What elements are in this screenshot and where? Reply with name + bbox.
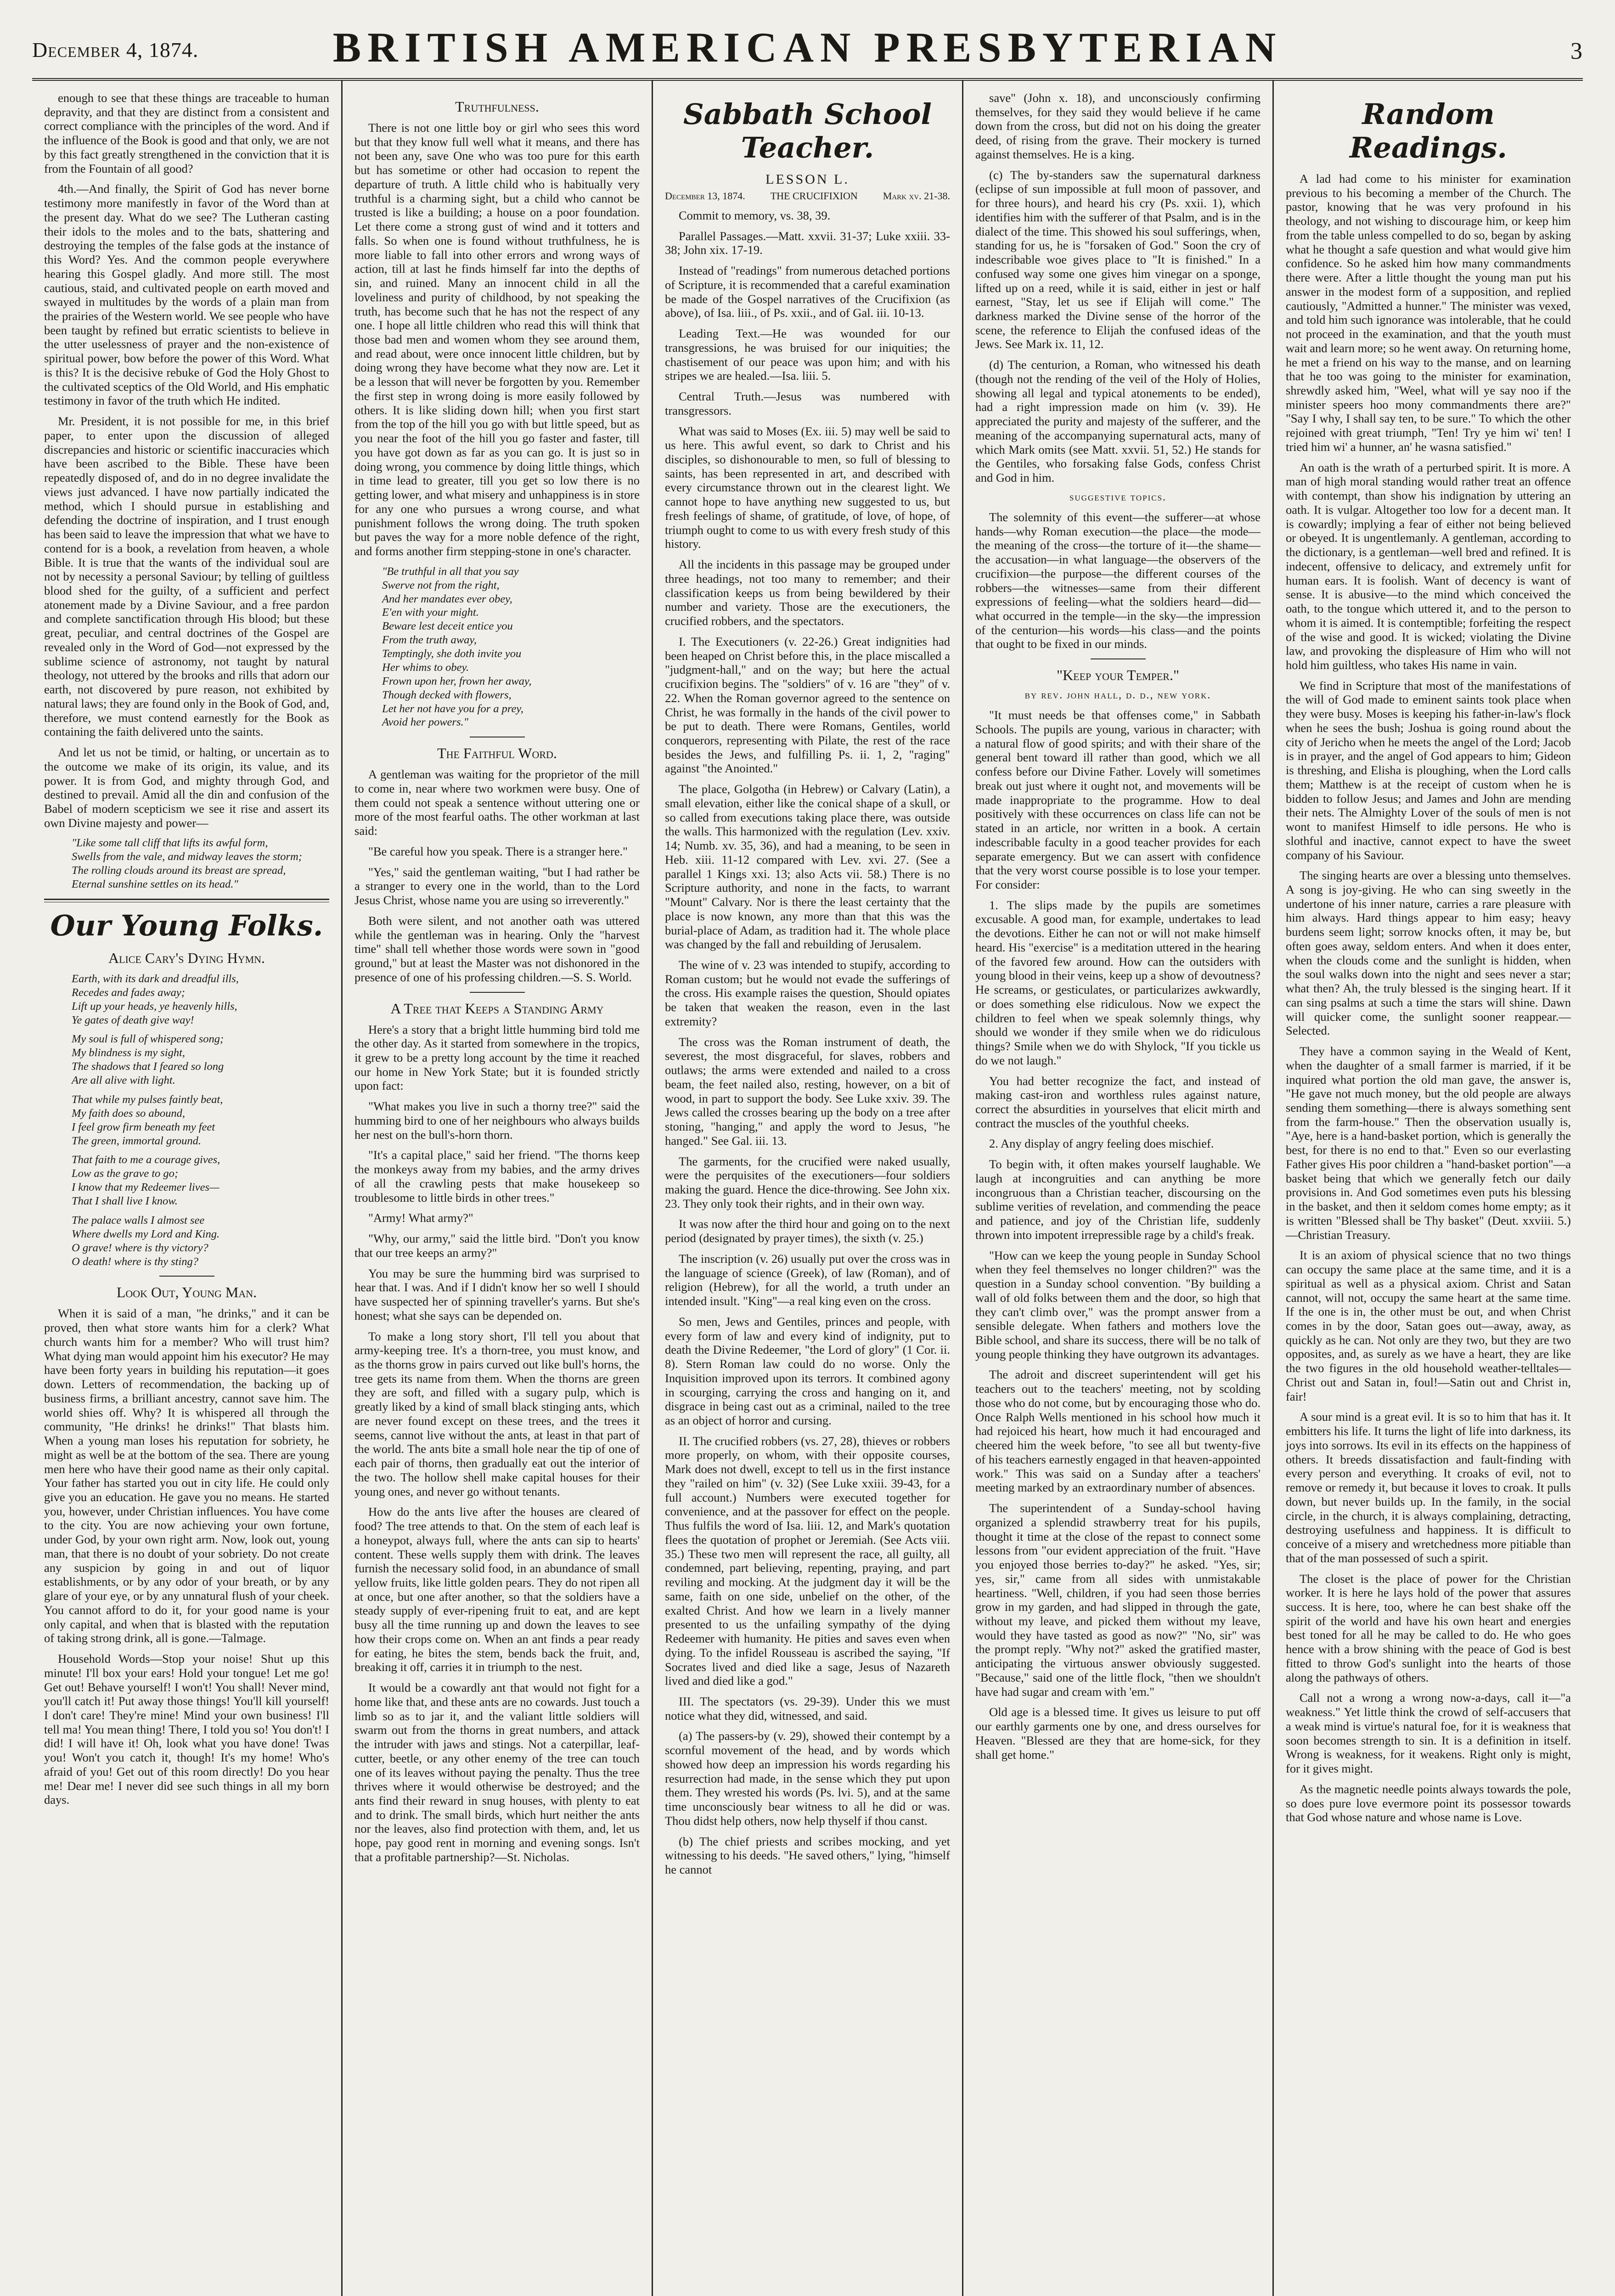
paragraph: save" (John x. 18), and unconsciously confirming themselves, for they said they would believe if he came down from the cross, but did not on his doing the greater deed, of rising from the grave. Their mockery is turned against themselves. He is a king. (975, 91, 1260, 161)
paragraph: "Yes," said the gentleman waiting, "but I had rather be a stranger to every one in the world, than to the Lord Jesus Christ, whose name you are using so irreverently." (355, 865, 640, 907)
paragraph: Here's a story that a bright little humming bird told me the other day. As it started from somewhere in the tropics, it grew to be a pretty long account by the time it reached our home in New York State; but it is founded strictly upon fact: (355, 1022, 640, 1093)
divider (159, 1276, 214, 1277)
paragraph: "Be careful how you speak. There is a stranger here." (368, 844, 628, 858)
verse-line: Beware lest deceit entice you (382, 620, 513, 633)
verse-line: Lift up your heads, ye heavenly hills, (72, 1000, 237, 1013)
column-5 (1274, 81, 1583, 2296)
paragraph: To make a long story short, I'll tell you about that army-keeping tree. It's a thorn-tree, you must know, and as the thorns grow in pairs curved out like bull's horns, the tree gets its name from them. When the thorns are green they are soft, and filled with a sugary pulp, which is greatly liked by a kind of small black stinging ants, which are never found except on these trees, and the trees it seems, cannot live without the ants, at least in that part of the world. The ants bite a small hole near the tip of one of each pair of thorns, then gradually eat out the interior of the two. The hollow shell make capital houses for their young ones, and never go without tenants. (355, 1329, 640, 1498)
verse-line: Avoid her powers." (382, 716, 468, 729)
verse-line: My faith does so abound, (72, 1107, 186, 1120)
verse-line: I know that my Redeemer lives— (72, 1181, 219, 1194)
verse-line: The green, immortal ground. (72, 1134, 201, 1147)
verse-line: Ye gates of death give way! (72, 1013, 194, 1026)
verse-line: Frown upon her, frown her away, (382, 675, 532, 687)
paragraph: To begin with, it often makes yourself laughable. We laugh at incongruities and can anything be more incongruous than a Christian teacher, discoursing on the sublime verities of revelation, and commending the peace and patience, and joy of the Christian life, suddenly thrown into impotent irrepressible rage by a child's freak. (975, 1157, 1260, 1242)
paragraph: A gentleman was waiting for the proprietor of the mill to come in, near where two workmen were busy. One of them could not speak a sentence without uttering one or more of the most fearful oaths. The other workman at last said: (355, 767, 640, 838)
column-4 (963, 81, 1274, 2296)
article-body-tree-army (355, 1023, 640, 1864)
paragraph: III. The spectators (vs. 29-39). Under this we must notice what they did, witnessed, and said. (665, 1694, 950, 1722)
lesson-body-continued (975, 91, 1260, 485)
paragraph: Household Words—Stop your noise! Shut up this minute! I'll box your ears! Hold your tongue! Let me go! Get out! Behave yourself! I won't! You shall! Never mind, you'll catch it! Put away those things! You'll kill yourself! I don't care! They're mine! Mind your own business! I'll tell ma! You mean thing! There, I told you so! You don't! I did! I will have it! Oh, look what you have done! Twas you! Won't you catch it, though! It's my home! Who's afraid of you! Get out of this room directly! Do you hear me! Dear me! I never did see such things in all my born days. (44, 1652, 329, 1807)
paragraph: 1. The slips made by the pupils are sometimes excusable. A good man, for example, undertakes to lead the devotions. Either he can not or will not make himself heard. His "exercise" is a meditation uttered in the hearing of the favored few around. How can the outsiders with young blood in their veins, keep up a show of devoutness? He screams, or gesticulates, or particularizes awkwardly, or does something else ridiculous. Now we expect the children to feel when we speak solemnly things, why should we wonder if they smile when we do ridiculous things? Smile when we do with Shylock, "If you tickle us do we not laugh." (975, 898, 1260, 1067)
verse-line: Earth, with its dark and dreadful ills, (72, 972, 239, 985)
verse-line: "Be truthful in all that you say (382, 565, 519, 578)
paragraph: Instead of "readings" from numerous detached portions of Scripture, it is recommended that a careful examination be made of the Gospel narratives of the Crucifixion (as above), of Isa. liii., of Ps. xxii., and of Gal. iii. 10-13. (665, 264, 950, 320)
paragraph: It would be a cowardly ant that would not fight for a home like that, and these ants are no cowards. Just touch a limb so as to jar it, and the valiant little soldiers will swarm out from the thorns in great numbers, and attack the intruder with jaws and stings. Not a caterpillar, leaf-cutter, beetle, or any other enemy of the tree can touch one of its leaves without paying the penalty. Thus the tree thrives where it would otherwise be destroyed; and the ants find their reward in snug houses, with plenty to eat and to drink. The small birds, which hurt neither the ants nor the leaves, also find protection with them, and, let us hope, pay good rent in morning and evening songs. Isn't that a profitable partnership?—St. Nicholas. (355, 1681, 640, 1864)
paragraph: You may be sure the humming bird was surprised to hear that. I was. And if I didn't know her so well I should have suspected her of spinning traveller's yarns. But she's honest; what she says can be depended on. (355, 1266, 640, 1322)
paragraph: Old age is a blessed time. It gives us leisure to put off our earthly garments one by one, and dress ourselves for Heaven. "Blessed are they that are home-sick, for they shall get home." (975, 1705, 1260, 1761)
verse-line: O grave! where is thy victory? (72, 1241, 208, 1254)
paragraph: "Why, our army," said the little bird. "Don't you know that our tree keeps an army?" (355, 1232, 640, 1260)
verse-line: My blindness is my sight, (72, 1047, 186, 1059)
article-title-truthfulness: Truthfulness. (455, 98, 539, 115)
article-body-look-out (44, 1306, 329, 1807)
paragraph: The inscription (v. 26) usually put over the cross was in the language of science (Greek), of law (Roman), and of religion (Hebrew), for all the world, a truth under an intended insult. "King"—a real king even on the cross. (665, 1251, 950, 1308)
columns (32, 81, 1583, 2296)
lesson-number: LESSON L. (765, 172, 850, 187)
paragraph: How do the ants live after the houses are cleared of food? The tree attends to that. On the stem of each leaf is a honeypot, always full, where the ants can sip to hearts' content. These wells supply them with drink. The leaves furnish the necessary solid food, in an abundance of small yellow fruits, like little golden pears. They do not ripen all at once, but one after another, so that the soldiers have a steady supply of ever-ripening fruit to eat, and are kept busy all the time running up and down the leaves to see how their crops come on. When an ant finds a pear ready for eating, he bites the stem, bends back the fruit, and, breaking it off, carries it in triumph to the nest. (355, 1505, 640, 1674)
paragraph: There is not one little boy or girl who sees this word but that they know full well what it means, and there has not been any, save One who was too pure for this earth but has sometime or other had occasion to repent the departure of truth. A little child who is habitually very truthful is a charming sight, but a child who cannot be trusted is like a building; a house on a poor foundation. Let there come a strong gust of wind and it totters and falls. So when one is found without truthfulness, he is more liable to fall into other errors and wrong ways of action, till at last he finds himself far into the depths of sin, and ruined. Many an innocent child in all the loveliness and purity of childhood, by not speaking the truth, has become such that he has not the respect of any one. I hope all little children who read this will think that those bad men and women whom they see around them, and read about, were once innocent little children, but by doing wrong they have become what they now are. Let it be a lesson that will never be forgotten by you. Remember the first step in wrong doing is more easily followed by others. It is like sliding down hill; when you first start from the top of the hill you go with but little speed, but as you near the foot of the hill you go faster and faster, till you have got down as far as you can go. It is just so in doing wrong, you commence by doing little things, which in time lead to greater, till you get so low there is no getting lower, and what misery and unhappiness is in store for any one who pursues a wrong course, and what punishment follows the wrong doing. The truth spoken but paves the way for a more noble defence of the right, and forms another firm stepping-stone in one's character. (355, 121, 640, 558)
verse-line: I feel grow firm beneath my feet (72, 1120, 215, 1133)
lesson-date: December 13, 1874. (665, 190, 745, 202)
random-readings-body (1286, 172, 1571, 1824)
verse-line: Swerve not from the right, (382, 579, 500, 591)
col1-body (44, 91, 329, 830)
lesson-reference: Mark xv. 21-38. (883, 190, 950, 202)
paragraph: The wine of v. 23 was intended to stupify, according to Roman custom; but he would not evade the sufferings of the cross. His example raises the question, Should opiates be taken that weaken the reason, even in the last extremity? (665, 957, 950, 1028)
paragraph: The singing hearts are over a blessing unto themselves. A song is joy-giving. He who can sing sweetly in the undertone of his inner nature, carries a rare pleasure with him always. Hard things appear to him easy; heavy burdens seem light; sorrow knocks often, it may be, but often goes away, seldom enters. And when it does enter, when the clouds come and the sunlight is hidden, when the soul walks down into the night and sees never a star; what then? Ah, the truly blessed is the singing heart. If it can sing psalms at such a time the stars will shine. Dawn will quicker come, the sunlight sooner reappear.—Selected. (1286, 868, 1571, 1038)
lesson-title: THE CRUCIFIXION (770, 190, 858, 202)
column-1 (32, 81, 343, 2296)
paragraph: The adroit and discreet superintendent will get his teachers out to the teachers' meeting, not by scolding those who do not come, but by encouraging those who do. Once Ralph Wells mentioned in his school how much it had rejoiced his heart, how much it had encouraged and cheered him the week before, "to see all but twenty-five of his teachers earnestly engaged in that heaven-appointed work." This was said on a Sunday after a teachers' meeting marked by an extraordinary number of absences. (975, 1367, 1260, 1495)
article-title-faithful-word: The Faithful Word. (437, 745, 557, 762)
paragraph: The cross was the Roman instrument of death, the severest, the most disgraceful, for slaves, robbers and outlaws; the arms were extended and nailed to a cross beam, the feet nailed also, resting, however, on a bit of wood, in part to support the body. See Luke xxiv. 39. The Jews called the crosses bearing up the body on a tree after stoning, "hanging," and apply the word to Jesus, "he hanged." See Gal. iii. 13. (665, 1035, 950, 1148)
verse-line: Low as the grave to go; (72, 1167, 179, 1180)
section-title-random-readings: Random Readings. (1350, 97, 1507, 164)
article-byline: by rev. john hall, d. d., new york. (1024, 689, 1211, 702)
verse-line: That I shall live I know. (72, 1195, 178, 1208)
verse-line: The palace walls I almost see (72, 1214, 205, 1227)
verse-line: My soul is full of whispered song; (72, 1033, 224, 1046)
paragraph: (d) The centurion, a Roman, who witnessed his death (though not the rending of the veil of the Holy of Holies, showing all legal and typical atonements to be ended), had a right impression made on him (v. 39). He appreciated the purity and majesty of the sufferer, and the meaning of the accompanying supernatural acts, many of which Mark omits (see Matt. xxvii. 51, 52.) He stands for the Gentiles, who forsaking false Gods, confess Christ and God in him. (975, 358, 1260, 485)
paragraph: "How can we keep the young people in Sunday School when they feel themselves no longer children?" was the question in a Sunday school convention. "By building a wall of old folks between them and the door, so high that they can't climb over," was the prompt answer from a sensible delegate. When fathers and mothers love the Bible school, and share its success, there will be no talk of young people thinking they have outgrown its advantages. (975, 1248, 1260, 1361)
verse-line: The rolling clouds around its breast are spread, (72, 864, 286, 877)
verse-line (72, 1148, 329, 1153)
paragraph: It is an axiom of physical science that no two things can occupy the same place at the same time, and it is a spiritual as well as a physical axiom. Christ and Satan cannot, will not, occupy the same heart at the same time. If the one is in, the other must be out, and when Christ comes in by the door, Satan goes out—away, away, as quickly as he can. Not only are they two, but they are two opposites, and, as surely as we have a heart, they are like the two figures in the old household weather-telltales—Christ out and Satan in, foul!—Satin out and Christ in, fair! (1286, 1248, 1571, 1403)
paragraph: "What makes you live in such a thorny tree?" said the humming bird to one of her neighbours who always builds her nest on the bull's-horn thorn. (355, 1099, 640, 1142)
truthfulness-poem (382, 565, 640, 730)
paragraph: Leading Text.—He was wounded for our transgressions, he was bruised for our iniquities; the chastisement of our peace was upon him; and with his stripes we are healed.—Isa. liii. 5. (665, 326, 950, 383)
paragraph: enough to see that these things are traceable to human depravity, and that they are distinct from a consistent and correct compliance with the principles of the word. And if the influence of the Book is good and that only, we are not by this fact greatly strengthened in the conviction that it is from the Fountain of all good? (44, 91, 329, 175)
verse-line: Temptingly, she doth invite you (382, 647, 522, 660)
paragraph: When it is said of a man, "he drinks," and it can be proved, then what store wants him for a clerk? What church wants him for a member? Who will trust him? What dying man would appoint him his executor? He may have been forty years in building his reputation—it goes down. Letters of recommendation, the backing up of business firms, a brilliant ancestry, cannot save him. The world shies off. Why? It is whispered all through the community, "He drinks! he drinks!" That blasts him. When a young man loses his reputation for sobriety, he might as well be at the bottom of the sea. There are young men here who have their good name as their only capital. Your father has started you out in city life. He could only give you an education. He gave you no means. He started you, however, under Christian influences. You have come to the city. You are now achieving your own fortune, under God, by your own right arm. Now, look out, young man, that there is no doubt of your sobriety. Do not create any suspicion by going in and out of liquor establishments, or by any odor of your breath, or by any glare of your eye, or by any unnatural flush of your cheek. You cannot afford to do it, for your good name is your only capital, and when that is blasted with the reputation of taking strong drink, all is gone.—Talmage. (44, 1306, 329, 1645)
suggestive-topics-title: suggestive topics. (1069, 491, 1167, 503)
paragraph: Mr. President, it is not possible for me, in this brief paper, to enter upon the discussion of alleged discrepancies and historic or scientific inaccuracies which have been ascribed to the Bible. These have been repeatedly disposed of, and do in no degree invalidate the views just advanced. I have now partially indicated the method, which I should pursue in establishing and defending the doctrine of inspiration, and I trust enough has been said to leave the impression that what we have to contend for is a book, a revelation from heaven, a whole Bible. It is true that the wants of the individual soul are not by necessity a personal Saviour; by telling of guiltless blood shed for the guilty, of a sufficient and perfect atonement made by a Divine Saviour, and a free pardon and complete sanctification through His blood; but these great, peculiar, and central doctrines of the Gospel are revealed only in the Word of God—not expressed by the sublime science of astronomy, not taught by natural theology, not uttered by the brooks and rills that adorn our earth, not discovered by pure reason, not exhibited by natural laws; they are found only in the Book of God, and, therefore, we must contend earnestly for the Book as containing the faith delivered unto the saints. (44, 414, 329, 739)
verse-line: E'en with your might. (382, 606, 479, 619)
issue-date: December 4, 1874. (32, 38, 199, 62)
paragraph: Call not a wrong a wrong now-a-days, call it—"a weakness." Yet little think the crowd of self-accusers that a weak mind is virtue's natural foe, for it is weakness that soon becomes strength to sin. It is a definition in itself. Wrong is weakness, for it weakens. Right only is might, for it gives might. (1286, 1691, 1571, 1776)
paragraph: The garments, for the crucified were naked usually, were the perquisites of the executioners—four soldiers making the guard. Hence the dice-throwing. See John xix. 23. They only took their rights, and in their own way. (665, 1154, 950, 1210)
article-body-truthfulness (355, 121, 640, 558)
paragraph: 4th.—And finally, the Spirit of God has never borne testimony more manifestly in favor of the Word than at the present day. What do we see? The Lutheran casting their idols to the moles and to the bats, shattering and destroying the temples of the false gods at the instance of this Word? Yes. And the common people everywhere hearing this Gospel gladly. And more still. The most cautious, staid, and cultivated people on earth moved and swayed in multitudes by the words of a plain man from the prairies of the Western world. We see people who have been taught by refined but erratic scientists to believe in the utter uselessness of prayer and the non-existence of spiritual power, bow before the power of this Word. What is this? It is the decisive rebuke of God the Holy Ghost to the cultivated sceptics of the Old World, and His emphatic testimony in favor of the truth which He indited. (44, 182, 329, 408)
suggestive-topics-body: The solemnity of this event—the sufferer—at whose hands—why Roman execution—the place—the mode—the meaning of the cross—the torture of it—the shame—the accusation—in what language—the observers of the crucifixion—the purpose—the different courses of the robbers—the witnesses—same from their different expressions of feeling—what the soldiers heard—did—what occurred in the temple—in the sky—the impression of the centurion—his words—his class—and the points that ought to be fixed in our minds. (975, 510, 1260, 651)
verse-line: Let her not have you for a prey, (382, 702, 524, 715)
verse-line: That while my pulses faintly beat, (72, 1093, 223, 1106)
paragraph: Parallel Passages.—Matt. xxvii. 31-37; Luke xxiii. 33-38; John xix. 17-19. (665, 229, 950, 257)
paragraph: And let us not be timid, or halting, or uncertain as to the outcome we make of its origin, its value, and its power. It is from God, and mighty through God, and destined to prevail. Amid all the din and confusion of the Babel of modern scepticism we see it rise and assert its own Divine majesty and power— (44, 745, 329, 830)
poem-title: Alice Cary's Dying Hymn. (108, 949, 265, 966)
paragraph: What was said to Moses (Ex. iii. 5) may well be said to us here. This awful event, so dark to Christ and his disciples, so dishonourable to men, so full of blessing to saints, has been represented in art, and described with every circumstance thrown out in the clearest light. We cannot hope to have anything new suggested to us, but fresh feelings of shame, of gratitude, of love, of hope, of triumph ought to come to us with every fresh study of this history. (665, 424, 950, 551)
article-title-keep-temper: "Keep your Temper." (1057, 667, 1179, 684)
verse-line: Eternal sunshine settles on its head." (72, 878, 238, 891)
paragraph: As the magnetic needle points always towards the pole, so does pure love evermore point its possessor towards that God whose nature and whose name is Love. (1286, 1782, 1571, 1824)
verse-line: Are all alive with light. (72, 1074, 175, 1087)
paragraph: Commit to memory, vs. 38, 39. (679, 208, 831, 222)
paragraph: A lad had come to his minister for examination previous to his becoming a member of the Church. The pastor, knowing that he was very profound in his theology, and not wishing to discourage him, or keep him from the table unless compelled to do so, began by asking what he thought a safe question and what would give him confidence. So he asked him how many commandments there were. After a little thought the young man put his answer in the modest form of a supposition, and replied cautiously, "Admitted a hunner." The minister was vexed, and told him such ignorance was intolerable, that he could not proceed in the examination, and that the youth must wait and learn more; so he went away. On returning home, he met a friend on his way to the manse, and on learning that he too was going to the minister for examination, shrewdly asked him, "Weel, what will ye say noo if the minister speers hoo mony commandments there are?" "Say I why, I shall say ten, to be sure." To which the other rejoined with great triumph, "Ten! Try ye him wi' ten! I tried him wi' a hunner, an' he wasna satisfied." (1286, 172, 1571, 454)
verse-line (72, 1087, 329, 1093)
verse-line: That faith to me a courage gives, (72, 1154, 220, 1166)
paragraph: A sour mind is a great evil. It is so to him that has it. It embitters his life. It turns the light of life into darkness, its joys into sorrows. Its evil in its effects on the happiness of others. It breeds dissatisfaction and fault-finding with every person and everything. It croaks of evil, not to remove or remedy it, but because it loves to croak. It pulls down, but never builds up. In the family, in the social circle, in the church, it is always complaining, detracting, destroying usefulness and happiness. It is difficult to conceive of a misery and wretchedness more pitiable than that of the man possessed of such a spirit. (1286, 1410, 1571, 1565)
paragraph: "Army! What army?" (368, 1211, 473, 1225)
paragraph: They have a common saying in the Weald of Kent, when the daughter of a small farmer is married, if it be inquired what portion the old man gave, the answer is, "He gave not much money, but the old people are always sending them something—there is always something sent from the farm-house." Then the observation usually is, "Aye, here is a hand-basket portion, which is generally the best, for there is no end to that." Even so our everlasting Father gives His poor children a "hand-basket portion"—a basket being that which we generally fetch our daily provisions in. And God sometimes even puts his blessing in the basket, and then it seldom comes home empty; as it is written "Blessed shall be Thy basket" (Deut. xxviii. 5.)—Christian Treasury. (1286, 1044, 1571, 1242)
hymn-poem (72, 972, 329, 1269)
verse-line: Though decked with flowers, (382, 688, 512, 701)
masthead (32, 18, 1583, 81)
page-number: 3 (1570, 38, 1583, 64)
verse-line: Recedes and fades away; (72, 986, 185, 999)
section-rule (44, 899, 329, 902)
column-2 (343, 81, 653, 2296)
article-title-tree-army: A Tree that Keeps a Standing Army (390, 1000, 604, 1017)
paragraph: We find in Scripture that most of the manifestations of the will of God made to eminent saints took place when they were busy. Moses is keeping his father-in-law's flock when he sees the bush; Joshua is going round about the city of Jericho when he meets the angel of the Lord; Jacob is in prayer, and the angel of God appears to him; Gideon is threshing, and Elisha is ploughing, when the Lord calls them; Matthew is at the receipt of custom when he is bidden to follow Jesus; and James and John are mending their nets. The Almighty Lover of the souls of men is not wont to manifest Himself to idle persons. He who is slothful and inactive, cannot expect to have the sweet company of his Saviour. (1286, 678, 1571, 862)
verse-line: Where dwells my Lord and King. (72, 1227, 220, 1240)
section-title-sabbath-school: Sabbath School Teacher. (683, 97, 932, 164)
paragraph: II. The crucified robbers (vs. 27, 28), thieves or robbers more properly, on whom, with their opposite courses, Mark does not dwell, except to tell us in the first instance they "railed on him" (v. 32) (See Luke xxiii. 39-43, for a full account.) Numbers were executed together for convenience, and at the passover for effect on the people. Thus fulfils the word of Isa. liii. 12, and Mark's quotation flees the quotation of prophet or Jeremiah. (See Acts viii. 35.) These two men will represent the race, all guilty, all condemned, part believing, repenting, praying, and part reviling and mocking. At the judgment day it will be the same, faith on one side, unbelief on the other, of the exalted Christ. And how we learn in a lively manner presented to us the unfailing sympathy of the dying Redeemer with humanity. He pities and saves even when dying. To the infidel Rousseau is ascribed the saying, "If Socrates lived and died like a sage, Jesus of Nazareth lived and died like a god." (665, 1434, 950, 1688)
divider (1091, 658, 1146, 659)
paragraph: The place, Golgotha (in Hebrew) or Calvary (Latin), a small elevation, either like the conical shape of a skull, or so called from executions taking place there, was outside the walls. This harmonized with the regulation (Lev. xxiv. 14; Numb. xv. 35, 36), and had a meaning, to be seen in Heb. xiii. 11-12 compared with Lev. xvi. 27. (See a parallel 1 Kings xxi. 13; also Acts vii. 58.) There is no Scripture authority, and none in the facts, to warrant "Mount" Calvary. Nor is there the least certainty that the place is now known, any more than that this was the burial-place of Adam, as tradition had it. The whole place was changed by the fall and rebuilding of Jerusalem. (665, 782, 950, 951)
paragraph: All the incidents in this passage may be grouped under three headings, not too many to remember; and their classification keeps us from being bewildered by their number and variety. Those are the executioners, the crucified robbers, and the spectators. (665, 557, 950, 628)
newspaper-title: BRITISH AMERICAN PRESBYTERIAN (332, 24, 1283, 71)
col1-quote (72, 836, 329, 891)
paragraph: So men, Jews and Gentiles, princes and people, with every form of law and every kind of indignity, put to death the Divine Redeemer, "the Lord of glory" (1 Cor. ii. 8). Stern Roman law could do no worse. Only the Inquisition improved upon its terrors. It combined agony in scourging, carrying the cross and hanging on it, and disgrace in being cast out as a criminal, nailed to the tree as an object of horror and cursing. (665, 1314, 950, 1428)
divider (470, 992, 525, 993)
paragraph: (c) The by-standers saw the supernatural darkness (eclipse of sun impossible at full moon of passover, and for three hours), and heard his cry (Ps. xxii. 1), which identifies him with the sufferer of that Psalm, and is in the dialect of the time. This showed his soul sufferings, when, standing for us, he is "forsaken of God." Soon the cry of indescribable woe gives place to "It is finished." In a confused way some one gives him vinegar on a sponge, lifted up on a reed, while it is said, either in jest or half earnest, "Stay, let us see if Elijah will come." The darkness marked the Divine sense of the horror of the scene, the reference to Elijah the confused ideas of the Jews. See Mark ix. 11, 12. (975, 168, 1260, 351)
paragraph: (a) The passers-by (v. 29), showed their contempt by a scornful movement of the head, and by words which showed how deep an impression his words regarding his resurrection had made, in the sense which they put upon them. They wrested his words (Ps. lvi. 5), and at the same time unconsciously bear witness to all he did or was. Thou didst help others, now help thyself if thou canst. (665, 1729, 950, 1828)
verse-line: O death! where is thy sting? (72, 1255, 199, 1268)
paragraph: The superintendent of a Sunday-school having organized a splendid strawberry treat for his pupils, thought it time at the close of the repast to connect some lessons from "our evident appreciation of the fruit. "Have you enjoyed those berries to-day?" he asked. "Yes, sir; yes, sir," came from all sides with unmistakable heartiness. "Well, children, if you had seen those berries grow in my garden, and had slipped in through the gate, without my leave, and picked them without my leave, would they have tasted as good as now?" "No, sir" was the prompt reply. "Why not?" asked the gratified master, anticipating the virtuous answer obviously suggested. "Because," said one of the little flock, "then we shouldn't have had sugar and cream with 'em." (975, 1501, 1260, 1699)
column-3 (653, 81, 963, 2296)
paragraph: "It must needs be that offenses come," in Sabbath Schools. The pupils are young, various in character; with a natural flow of good spirits; and with their share of the general bent toward ill rather than good, which we all confess before our Divine Father. Lovely will sometimes break out just where it ought not, and movements will be made inappropriate to the programme. How to deal positively with these occurrences on class life can not be stated in an article, nor written in a book. A certain indescribable faculty in a good teacher provides for each separate emergency. But we can assert with confidence that the very worst course possible is to lose your temper. For consider: (975, 708, 1260, 891)
paragraph: I. The Executioners (v. 22-26.) Great indignities had been heaped on Christ before this, in the place miscalled a "judgment-hall," and on the way; but here the actual crucifixion begins. The "soldiers" of v. 16 are "they" of v. 22. When the Roman governor agreed to the sentence on Christ, he was formally in the hands of the civil power to be put to death. There were Romans, Gentiles, world conquerors, representing with Pilate, the rest of the race besides the Jews, and fulfilling Ps. ii. 1, 2, "raging" against "the Anointed." (665, 634, 950, 776)
paragraph: (b) The chief priests and scribes mocking, and yet witnessing to his deeds. "He saved others," lying, "himself he cannot (665, 1834, 950, 1877)
paragraph: "It's a capital place," said her friend. "The thorns keep the monkeys away from my babies, and the army drives of all the crawling pests that make housekeep so troublesome to little birds in other trees." (355, 1148, 640, 1204)
verse-line: "Like some tall cliff that lifts its awful form, (72, 837, 268, 850)
paragraph: An oath is the wrath of a perturbed spirit. It is more. A man of high moral standing would rather treat an offence with contempt, than show his indignation by uttering an oath. It is vulgar. Altogether too low for a decent man. It is cowardly; implying a fear of either not being believed or obeyed. It is ungentlemanly. A gentleman, according to the dictionary, is a gentleman—well bred and refined. It is indecent, offensive to delicacy, and extremely unfit for human ears. It is foolish. Want of decency is want of sense. It is abusive—to the mind which conceived the oath, to the tongue which uttered it, and to the person to whom it is aimed. It is contemptible; forfeiting the respect of the wise and good. It is wicked; violating the Divine law, and provoking the displeasure of Him who will not hold him guiltless, who takes His name in vain. (1286, 460, 1571, 672)
verse-line: The shadows that I feared so long (72, 1060, 224, 1073)
verse-line: Her whims to obey. (382, 661, 469, 674)
article-body-faithful-word (355, 767, 640, 984)
verse-line: And her mandates ever obey, (382, 592, 512, 605)
paragraph: Central Truth.—Jesus was numbered with transgressors. (665, 389, 950, 417)
article-title-look-out: Look Out, Young Man. (116, 1284, 257, 1301)
section-title-young-folks: Our Young Folks. (50, 908, 323, 942)
verse-line: Swells from the vale, and midway leaves the storm; (72, 850, 302, 863)
paragraph: Both were silent, and not another oath was uttered while the gentleman was in hearing. Only the "harvest time" shall tell whether those words were sown in "good ground," but at least the Master was not dishonored in the presence of one of his professing children.—S. S. World. (355, 913, 640, 984)
paragraph: The closet is the place of power for the Christian worker. It is here he lays hold of the power that assures success. It is here, too, where he can best shake off the spirit of the world and have his own heart and energies best toned for all he may be called to do. He who goes hence with a brow shining with the peace of God is best fitted to throw God's sunlight into the hearts of those along the pathways of others. (1286, 1571, 1571, 1684)
paragraph: You had better recognize the fact, and instead of making cast-iron and worthless rules against nature, correct the absurdities in yourselves that elicit mirth and contract the muscles of the youthful cheeks. (975, 1074, 1260, 1130)
paragraph: 2. Any display of angry feeling does mischief. (989, 1137, 1214, 1151)
paragraph: It was now after the third hour and going on to the next period (designated by prayer times), the sixth (v. 25.) (665, 1217, 950, 1245)
verse-line (72, 1208, 329, 1214)
lesson-meta (665, 190, 950, 202)
verse-line: From the truth away, (382, 634, 477, 647)
verse-line (72, 1027, 329, 1032)
article-body-keep-temper (975, 708, 1260, 1761)
lesson-body (665, 208, 950, 1877)
